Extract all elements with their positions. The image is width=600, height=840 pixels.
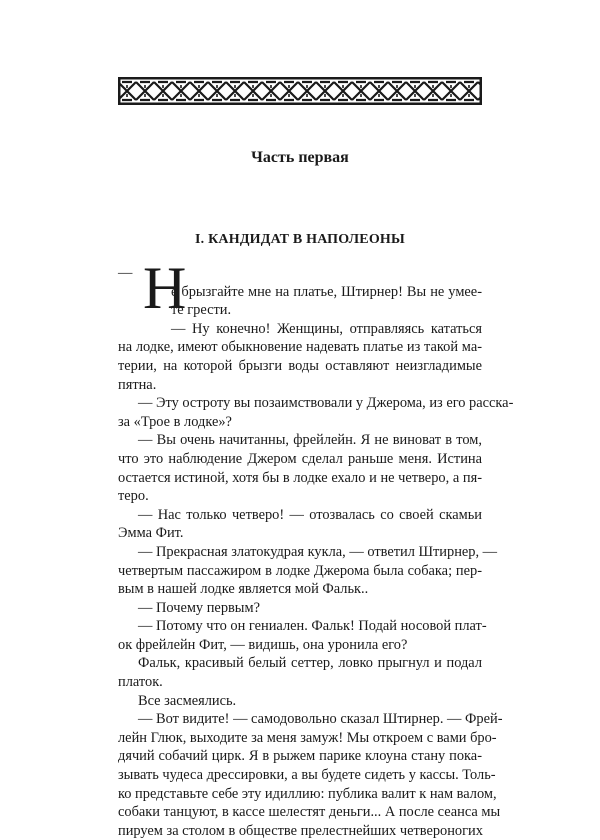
text-line: дячий собачий цирк. Я в рыжем парике клоуна стану пока-: [118, 748, 482, 765]
text-line: терии, на которой брызги воды оставляют неизгладимые: [118, 357, 482, 374]
text-line: платок.: [118, 674, 163, 691]
text-line: Фальк, красивый белый сеттер, ловко прыгнул и подал: [138, 655, 482, 672]
text-line: —: [118, 265, 133, 281]
text-line: вым в нашей лодке является мой Фальк..: [118, 581, 369, 598]
text-line: четвертым пассажиром в лодке Джерома была собака; пер-: [118, 562, 482, 579]
text-line: лейн Глюк, выходите за меня замуж! Мы откроем с вами бро-: [118, 729, 497, 746]
text-line: остается истиной, хотя бы в лодке ехало и не четверо, а пя-: [118, 469, 482, 486]
text-line: за «Трое в лодке»?: [118, 413, 232, 430]
text-line: — Эту остроту вы позаимствовали у Джерома, из его расска-: [138, 395, 514, 412]
text-line: зывать чудеса дрессировки, а вы будете сидеть у кассы. Толь-: [118, 767, 496, 784]
text-line: — Прекрасная златокудрая кукла, — ответил Штирнер, —: [138, 543, 498, 560]
text-line: — Ну конечно! Женщины, отправляясь кататься: [171, 320, 482, 337]
text-line: — Потому что он гениален. Фальк! Подай носовой плат-: [138, 618, 487, 635]
text-line: пятна.: [118, 376, 157, 393]
text-line: ок фрейлейн Фит, — видишь, она уронила его?: [118, 636, 408, 653]
text-line: ко представьте себе эту идиллию: публика валит к нам валом,: [118, 785, 497, 802]
text-line: собаки танцуют, в кассе шелестят деньги... А после сеанса мы: [118, 804, 501, 821]
drop-cap: Н: [143, 255, 187, 321]
text-line: на лодке, имеют обыкновение надевать платье из такой ма-: [118, 339, 482, 356]
text-line: теро.: [118, 488, 149, 505]
body-lines: [118, 255, 514, 840]
chapter-title: I. КАНДИДАТ В НАПОЛЕОНЫ: [195, 232, 405, 247]
text-line: Все засмеялись.: [138, 692, 237, 709]
text-line: те грести.: [171, 302, 232, 319]
part-title: Часть первая: [251, 149, 349, 166]
text-line: что это наблюдение Джером сделал раньше меня. Истина: [118, 450, 482, 467]
text-line: е брызгайте мне на платье, Штирнер! Вы не умее-: [171, 283, 482, 300]
text-line: — Вы очень начитанны, фрейлейн. Я не виноват в том,: [138, 432, 482, 449]
text-line: — Вот видите! — самодовольно сказал Штирнер. — Фрей-: [138, 711, 503, 728]
text-line: Эмма Фит.: [118, 525, 184, 542]
text-line: пируем за столом в обществе прелестнейших четвероногих: [118, 822, 483, 839]
text-line: — Нас только четверо! — отозвалась со своей скамьи: [138, 506, 482, 523]
text-line: — Почему первым?: [138, 599, 260, 616]
ornamental-border: [118, 77, 482, 105]
chapter-body: [118, 255, 514, 840]
